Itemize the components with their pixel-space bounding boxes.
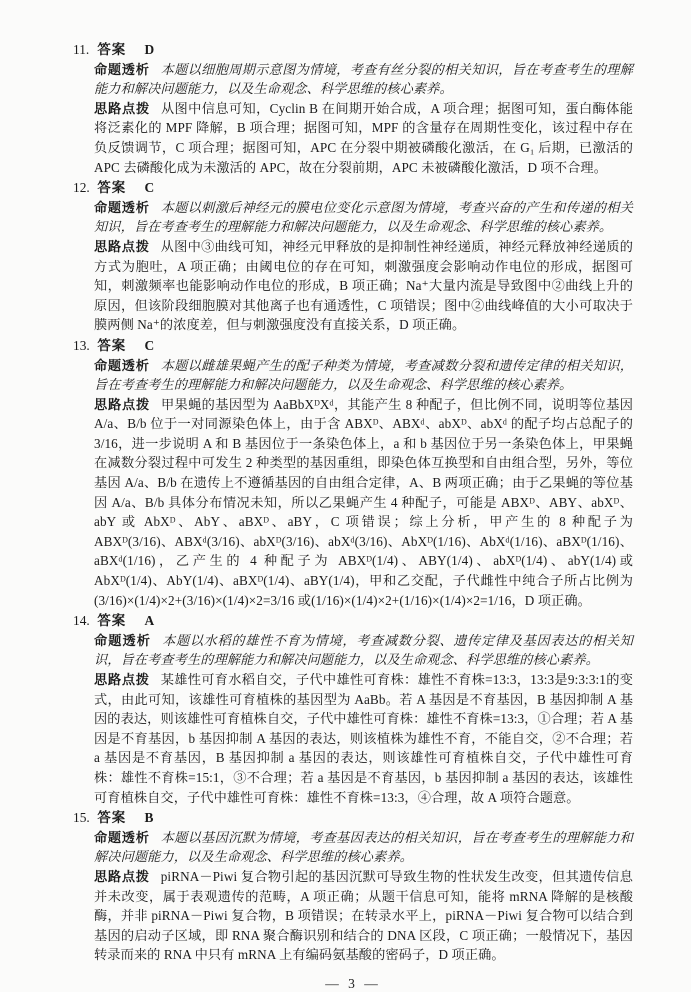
answer-item-13 xyxy=(73,336,633,610)
answer-label: 答案 xyxy=(97,810,127,826)
answer-label: 答案 xyxy=(97,42,127,57)
answer-item-11 xyxy=(73,40,633,177)
analysis-paragraph xyxy=(73,60,633,99)
tips-label: 思路点拨 xyxy=(94,238,150,254)
answer-letter: A xyxy=(144,613,155,629)
item-number: 12. xyxy=(73,180,90,196)
analysis-text: 本题以细胞周期示意图为情境，考查有丝分裂的相关知识，旨在考查考生的理解能力和解决问题能力，以及生命观念、科学思维的核心素养。 xyxy=(94,61,634,97)
analysis-paragraph xyxy=(73,631,633,670)
tips-paragraph xyxy=(73,99,633,177)
answer-item-14 xyxy=(73,611,633,807)
answer-line xyxy=(73,178,633,198)
analysis-paragraph xyxy=(73,828,633,867)
tips-paragraph xyxy=(73,867,633,965)
answer-label: 答案 xyxy=(97,180,127,196)
analysis-paragraph xyxy=(73,198,633,237)
tips-paragraph xyxy=(73,670,633,807)
tips-paragraph xyxy=(73,395,633,611)
item-number: 11. xyxy=(73,42,90,57)
answer-item-12 xyxy=(73,178,633,335)
tips-text: piRNA－Piwi 复合物引起的基因沉默可导致生物的性状发生改变，但其遗传信息并未改变，属于表观遗传的范畴，A 项正确；从题干信息可知，能将 mRNA 降解的是核酸酶，并非 piRNA－Piwi 复合物，B 项错误；在转录水平上，piRNA－Piwi 复合物可以结合到基因的启动子区域，即 RNA 聚合酶识别和结合的 DNA 区段，C 项正确；一般情况下，基因转录而来的 RNA 中只有 mRNA 上有编码氨基酸的密码子，D 项正确。 xyxy=(94,868,633,963)
analysis-text: 本题以水稻的雄性不育为情境，考查减数分裂、遗传定律及基因表达的相关知识，旨在考查考生的理解能力和解决问题能力，以及生命观念、科学思维的核心素养。 xyxy=(94,632,633,668)
item-number: 13. xyxy=(73,337,90,353)
answer-line xyxy=(73,808,633,828)
answer-letter: B xyxy=(144,810,154,826)
tips-label: 思路点拨 xyxy=(94,100,150,116)
tips-text: 甲果蝇的基因型为 AaBbXᴰXᵈ，其能产生 8 种配子，但比例不同，说明等位基因 A/a、B/b 位于一对同源染色体上，由于含 ABXᴰ、ABXᵈ、abXᴰ、abXᵈ 的配子均占总配子的 3/16，进一步说明 A 和 B 基因位于一条染色体上，a 和 b 基因位于另一条染色体上，甲果蝇在减数分裂过程中可发生 2 种类型的基因重组，即染色体互换型和自由组合型，另外，等位基因 A/a、B/b 在遗传上不遵循基因的自由组合定律，A、B 两项正确；由于乙果蝇的等位基因 A/a、B/b 具体分布情况未知，所以乙果蝇产生 4 种配子，可能是 ABXᴰ、ABY、abXᴰ、abY 或 AbXᴰ、AbY、aBXᴰ、aBY，C 项错误；综上分析，甲产生的 8 种配子为 ABXᴰ(3/16)、ABXᵈ(3/16)、abXᴰ(3/16)、abXᵈ(3/16)、AbXᴰ(1/16)、AbXᵈ(1/16)、aBXᴰ(1/16)、aBXᵈ(1/16)，乙产生的 4 种配子为 ABXᴰ(1/4)、ABY(1/4)、abXᴰ(1/4)、abY(1/4)或 AbXᴰ(1/4)、AbY(1/4)、aBXᴰ(1/4)、aBY(1/4)，甲和乙交配，子代雌性中纯合子所占比例为(3/16)×(1/4)×2+(3/16)×(1/4)×2=3/16 或(1/16)×(1/4)×2+(1/16)×(1/4)×2=1/16，D 项正确。 xyxy=(94,396,633,608)
tips-text: 从图中信息可知，Cyclin B 在间期开始合成，A 项合理；据图可知，蛋白酶体能将泛素化的 MPF 降解，B 项合理；据图可知，MPF 的含量存在周期性变化，该过程中存在负反馈调节，C 项合理；据图可知，APC 在分裂中期被磷酸化激活，在 G₁ 后期，已激活的 APC 去磷酸化成为未激活的 APC，故在分裂前期，APC 未被磷酸化激活，D 项不合理。 xyxy=(94,100,634,175)
tips-label: 思路点拨 xyxy=(94,868,150,884)
item-number: 14. xyxy=(73,613,90,629)
answer-letter: C xyxy=(144,337,155,353)
page-number: — 3 — xyxy=(325,975,381,991)
analysis-paragraph xyxy=(73,356,633,395)
answer-line xyxy=(73,40,633,60)
analysis-text: 本题以基因沉默为情境，考查基因表达的相关知识，旨在考查考生的理解能力和解决问题能力，以及生命观念、科学思维的核心素养。 xyxy=(94,829,634,865)
tips-label: 思路点拨 xyxy=(94,672,150,687)
analysis-text: 本题以刺激后神经元的膜电位变化示意图为情境，考查兴奋的产生和传递的相关知识，旨在考查考生的理解能力和解决问题能力，以及生命观念、科学思维的核心素养。 xyxy=(94,199,634,235)
analysis-label: 命题透析 xyxy=(94,61,150,77)
answer-letter: D xyxy=(144,42,155,57)
answer-label: 答案 xyxy=(97,613,127,629)
analysis-label: 命题透析 xyxy=(94,632,152,648)
item-number: 15. xyxy=(73,810,90,826)
analysis-text: 本题以雌雄果蝇产生的配子种类为情境，考查减数分裂和遗传定律的相关知识，旨在考查考生的理解能力和解决问题能力，以及生命观念、科学思维的核心素养。 xyxy=(94,357,634,393)
answer-label: 答案 xyxy=(97,337,127,353)
answer-line xyxy=(73,336,633,356)
analysis-label: 命题透析 xyxy=(94,829,150,845)
answer-line xyxy=(73,611,633,631)
tips-text: 某雄性可育水稻自交，子代中雄性可育株：雄性不育株=13:3，13:3是9:3:3:1的变式，由此可知，该雄性可育植株的基因型为 AaBb。若 A 基因是不育基因，B 基因抑制 A 基因的表达，则该雄性可育植株自交，子代中雄性可育株：雄性不育株=13:3，①合理；若 A 基因是不育基因，b 基因抑制 A 基因的表达，则该植株为雄性不育，不能自交，②不合理；若 a 基因是不育基因，B 基因抑制 a 基因的表达，则该雄性可育植株自交，子代中雄性可育株：雄性不育株=15:1，③不合理；若 a 基因是不育基因，b 基因抑制 a 基因的表达，该雄性可育植株自交，子代中雄性可育株：雄性不育株=13:3，④合理，故 A 项符合题意。 xyxy=(94,672,634,805)
analysis-label: 命题透析 xyxy=(94,199,150,215)
answer-item-15 xyxy=(73,808,633,965)
answer-letter: C xyxy=(144,180,155,196)
tips-label: 思路点拨 xyxy=(94,396,150,412)
tips-text: 从图中③曲线可知，神经元甲释放的是抑制性神经递质，神经元释放神经递质的方式为胞吐，A 项正确；由阈电位的存在可知，刺激强度会影响动作电位的形成，据图可知，刺激频率也能影响动作电位的形成，B 项正确；Na⁺大量内流是导致图中②曲线上升的原因，但该阶段细胞膜对其他离子也有通透性，C 项错误；图中②曲线峰值的大小可取决于膜两侧 Na⁺的浓度差，但与刺激强度没有直接关系，D 项正确。 xyxy=(94,238,634,333)
tips-paragraph xyxy=(73,237,633,335)
analysis-label: 命题透析 xyxy=(94,357,150,373)
